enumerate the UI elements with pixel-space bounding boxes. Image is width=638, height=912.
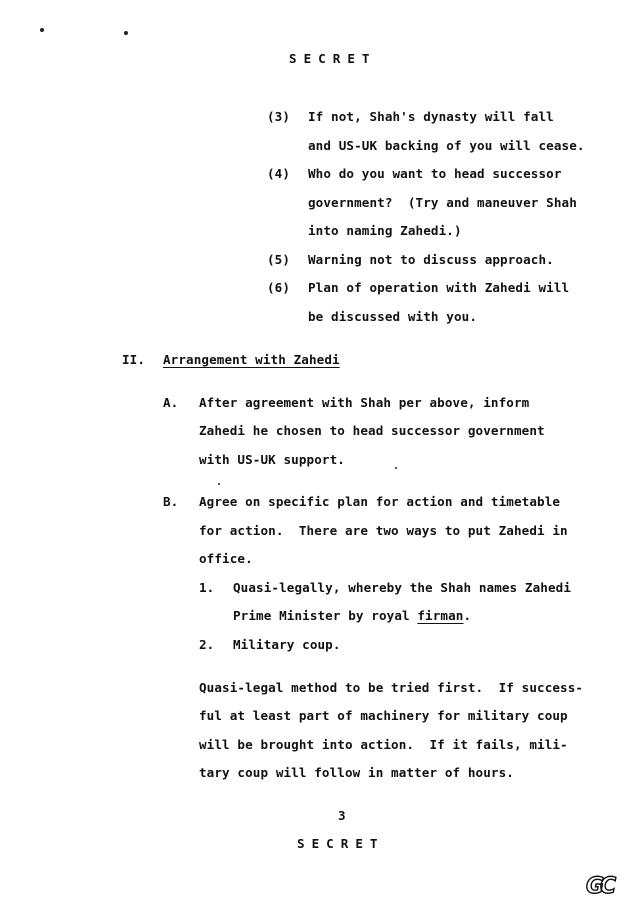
subsection-text: for action. There are two ways to put Zahedi in xyxy=(199,523,568,538)
list-text-part: . xyxy=(463,608,472,623)
list-number: 1. xyxy=(199,580,215,595)
subsection-label: B. xyxy=(163,494,179,509)
item-text: Plan of operation with Zahedi will xyxy=(308,280,570,295)
classification-header: SECRET xyxy=(289,51,377,66)
paragraph-text: will be brought into action. If it fails, mili- xyxy=(199,737,568,752)
list-text: Military coup. xyxy=(233,637,341,652)
item-number: (3) xyxy=(267,109,291,124)
item-text: be discussed with you. xyxy=(308,309,478,324)
item-text: If not, Shah's dynasty will fall xyxy=(308,109,554,124)
item-number: (4) xyxy=(267,166,291,181)
page-number: 3 xyxy=(338,808,346,823)
scan-speck xyxy=(124,31,128,35)
list-text: Quasi-legally, whereby the Shah names Zahedi xyxy=(233,580,572,595)
item-number: (6) xyxy=(267,280,291,295)
item-text: government? (Try and maneuver Shah xyxy=(308,195,577,210)
subsection-text: Zahedi he chosen to head successor government xyxy=(199,423,545,438)
classification-footer: SECRET xyxy=(297,836,385,851)
scan-speck xyxy=(395,467,397,469)
paragraph-text: Quasi-legal method to be tried first. If success- xyxy=(199,680,584,695)
item-text: into naming Zahedi.) xyxy=(308,223,462,238)
paragraph-text: ful at least part of machinery for military coup xyxy=(199,708,568,723)
item-text: Who do you want to head successor xyxy=(308,166,562,181)
subsection-label: A. xyxy=(163,395,179,410)
subsection-text: with US-UK support. xyxy=(199,452,345,467)
list-text-part: Prime Minister by royal xyxy=(233,608,418,623)
item-number: (5) xyxy=(267,252,291,267)
list-number: 2. xyxy=(199,637,215,652)
section-title: Arrangement with Zahedi xyxy=(163,352,340,367)
scan-speck xyxy=(40,28,44,32)
scan-speck xyxy=(218,483,220,485)
item-text: and US-UK backing of you will cease. xyxy=(308,138,585,153)
subsection-text: office. xyxy=(199,551,253,566)
subsection-text: After agreement with Shah per above, inform xyxy=(199,395,530,410)
item-text: Warning not to discuss approach. xyxy=(308,252,554,267)
list-text xyxy=(233,608,471,624)
subsection-text: Agree on specific plan for action and timetable xyxy=(199,494,561,509)
firman-term: firman xyxy=(417,608,464,623)
gc-watermark-logo: GC xyxy=(586,874,613,899)
paragraph-text: tary coup will follow in matter of hours. xyxy=(199,765,514,780)
section-number: II. xyxy=(122,352,146,367)
